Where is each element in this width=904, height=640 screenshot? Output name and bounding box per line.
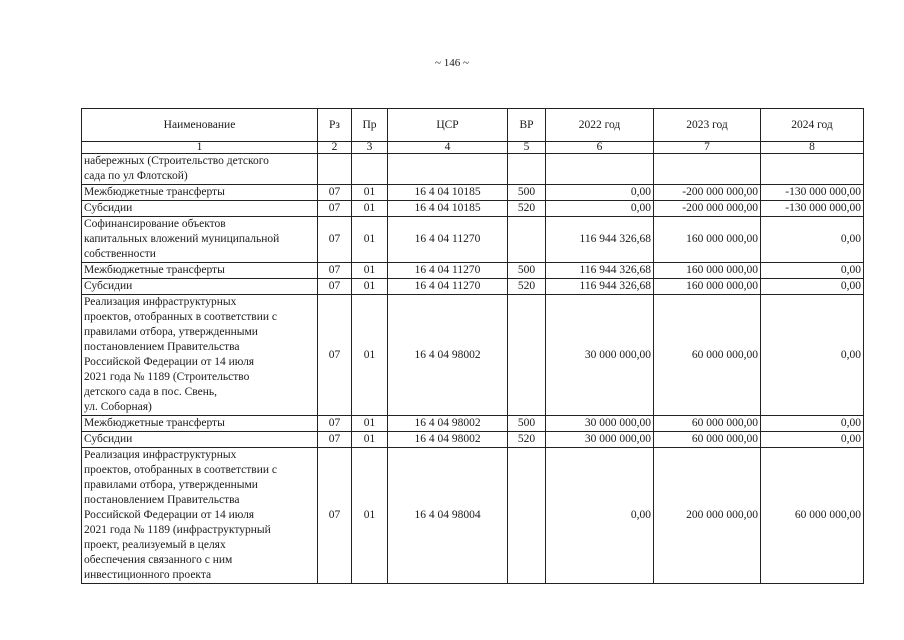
vr-cell (508, 448, 546, 584)
rz-cell: 07 (318, 295, 352, 416)
csr-cell: 16 4 04 11270 (388, 263, 508, 279)
amount-2024-cell (761, 154, 864, 185)
rz-cell: 07 (318, 448, 352, 584)
amount-2023-cell: 160 000 000,00 (654, 217, 761, 263)
csr-cell: 16 4 04 10185 (388, 201, 508, 217)
header-2023: 2023 год (654, 109, 761, 142)
header-rz: Рз (318, 109, 352, 142)
table-row (82, 279, 864, 295)
vr-cell: 520 (508, 279, 546, 295)
amount-2024-cell: 0,00 (761, 263, 864, 279)
table-row (82, 185, 864, 201)
column-number: 5 (508, 142, 546, 154)
item-name-line: Софинансирование объектов (84, 218, 226, 230)
csr-cell: 16 4 04 11270 (388, 217, 508, 263)
item-name-line: Межбюджетные трансферты (84, 186, 225, 198)
rz-cell: 07 (318, 263, 352, 279)
table-row (82, 154, 864, 185)
item-name-line: Реализация инфраструктурных (84, 296, 237, 308)
amount-2023-cell: 60 000 000,00 (654, 295, 761, 416)
pr-cell: 01 (352, 279, 388, 295)
column-number: 7 (654, 142, 761, 154)
item-name-line: Субсидии (84, 433, 133, 445)
column-number: 3 (352, 142, 388, 154)
rz-cell: 07 (318, 432, 352, 448)
item-name-line: проект, реализуемый в целях (84, 539, 226, 551)
amount-2022-cell (546, 154, 654, 185)
csr-cell: 16 4 04 11270 (388, 279, 508, 295)
item-name-cell (82, 416, 318, 432)
vr-cell: 500 (508, 263, 546, 279)
item-name-line: Субсидии (84, 280, 133, 292)
item-name-line: набережных (Строительство детского (84, 155, 269, 167)
column-number: 2 (318, 142, 352, 154)
header-pr: Пр (352, 109, 388, 142)
amount-2022-cell: 0,00 (546, 201, 654, 217)
item-name-line: 2021 года № 1189 (инфраструктурный (84, 524, 271, 536)
amount-2023-cell: 60 000 000,00 (654, 432, 761, 448)
csr-cell (388, 154, 508, 185)
pr-cell: 01 (352, 448, 388, 584)
amount-2022-cell: 30 000 000,00 (546, 416, 654, 432)
amount-2022-cell: 30 000 000,00 (546, 432, 654, 448)
amount-2022-cell: 116 944 326,68 (546, 279, 654, 295)
item-name-line: Реализация инфраструктурных (84, 449, 237, 461)
vr-cell: 500 (508, 416, 546, 432)
amount-2023-cell: -200 000 000,00 (654, 185, 761, 201)
pr-cell: 01 (352, 416, 388, 432)
csr-cell: 16 4 04 98002 (388, 295, 508, 416)
amount-2023-cell: 60 000 000,00 (654, 416, 761, 432)
rz-cell (318, 154, 352, 185)
header-2024: 2024 год (761, 109, 864, 142)
vr-cell (508, 217, 546, 263)
column-number-row (82, 142, 864, 154)
vr-cell (508, 295, 546, 416)
item-name-line: Межбюджетные трансферты (84, 264, 225, 276)
header-2022: 2022 год (546, 109, 654, 142)
table-row (82, 217, 864, 263)
csr-cell: 16 4 04 98002 (388, 432, 508, 448)
item-name-line: 2021 года № 1189 (Строительство (84, 371, 250, 383)
header-name: Наименование (82, 109, 318, 142)
vr-cell: 520 (508, 201, 546, 217)
pr-cell: 01 (352, 263, 388, 279)
item-name-line: Российской Федерации от 14 июля (84, 356, 255, 368)
rz-cell: 07 (318, 185, 352, 201)
csr-cell: 16 4 04 10185 (388, 185, 508, 201)
amount-2023-cell (654, 154, 761, 185)
rz-cell: 07 (318, 201, 352, 217)
header-vr: ВР (508, 109, 546, 142)
item-name-line: постановлением Правительства (84, 494, 240, 506)
rz-cell: 07 (318, 279, 352, 295)
pr-cell (352, 154, 388, 185)
vr-cell (508, 154, 546, 185)
item-name-line: инвестиционного проекта (84, 569, 212, 581)
amount-2022-cell: 116 944 326,68 (546, 217, 654, 263)
rz-cell: 07 (318, 217, 352, 263)
item-name-line: собственности (84, 248, 156, 260)
item-name-cell (82, 448, 318, 584)
item-name-cell (82, 185, 318, 201)
item-name-line: капитальных вложений муниципальной (84, 233, 280, 245)
item-name-line: Межбюджетные трансферты (84, 417, 225, 429)
column-number: 1 (82, 142, 318, 154)
item-name-line: постановлением Правительства (84, 341, 240, 353)
amount-2024-cell: 60 000 000,00 (761, 448, 864, 584)
item-name-line: сада по ул Флотской) (84, 170, 188, 182)
vr-cell: 500 (508, 185, 546, 201)
item-name-cell (82, 263, 318, 279)
pr-cell: 01 (352, 295, 388, 416)
pr-cell: 01 (352, 432, 388, 448)
item-name-line: обеспечения связанного с ним (84, 554, 233, 566)
table-row (82, 263, 864, 279)
item-name-cell (82, 217, 318, 263)
item-name-line: проектов, отобранных в соответствии с (84, 311, 277, 323)
pr-cell: 01 (352, 217, 388, 263)
pr-cell: 01 (352, 185, 388, 201)
table-row (82, 295, 864, 416)
item-name-cell (82, 201, 318, 217)
table-row (82, 416, 864, 432)
page-number: ~ 146 ~ (435, 57, 469, 69)
rz-cell: 07 (318, 416, 352, 432)
item-name-line: ул. Соборная) (84, 401, 152, 413)
item-name-cell (82, 154, 318, 185)
amount-2024-cell: 0,00 (761, 416, 864, 432)
amount-2023-cell: 160 000 000,00 (654, 263, 761, 279)
amount-2024-cell: 0,00 (761, 217, 864, 263)
header-row (82, 109, 864, 142)
vr-cell: 520 (508, 432, 546, 448)
item-name-line: правилами отбора, утвержденными (84, 326, 258, 338)
table-row (82, 448, 864, 584)
item-name-line: правилами отбора, утвержденными (84, 479, 258, 491)
csr-cell: 16 4 04 98002 (388, 416, 508, 432)
amount-2022-cell: 0,00 (546, 448, 654, 584)
item-name-line: Российской Федерации от 14 июля (84, 509, 255, 521)
amount-2023-cell: -200 000 000,00 (654, 201, 761, 217)
column-number: 4 (388, 142, 508, 154)
column-number: 8 (761, 142, 864, 154)
item-name-cell (82, 279, 318, 295)
csr-cell: 16 4 04 98004 (388, 448, 508, 584)
amount-2022-cell: 116 944 326,68 (546, 263, 654, 279)
amount-2024-cell: -130 000 000,00 (761, 185, 864, 201)
item-name-line: Субсидии (84, 202, 133, 214)
budget-table (81, 108, 864, 584)
amount-2024-cell: 0,00 (761, 295, 864, 416)
amount-2024-cell: 0,00 (761, 279, 864, 295)
amount-2023-cell: 200 000 000,00 (654, 448, 761, 584)
table-row (82, 201, 864, 217)
header-csr: ЦСР (388, 109, 508, 142)
amount-2023-cell: 160 000 000,00 (654, 279, 761, 295)
amount-2024-cell: 0,00 (761, 432, 864, 448)
amount-2024-cell: -130 000 000,00 (761, 201, 864, 217)
item-name-line: детского сада в пос. Свень, (84, 386, 217, 398)
amount-2022-cell: 30 000 000,00 (546, 295, 654, 416)
pr-cell: 01 (352, 201, 388, 217)
item-name-line: проектов, отобранных в соответствии с (84, 464, 277, 476)
item-name-cell (82, 432, 318, 448)
column-number: 6 (546, 142, 654, 154)
amount-2022-cell: 0,00 (546, 185, 654, 201)
table-row (82, 432, 864, 448)
item-name-cell (82, 295, 318, 416)
